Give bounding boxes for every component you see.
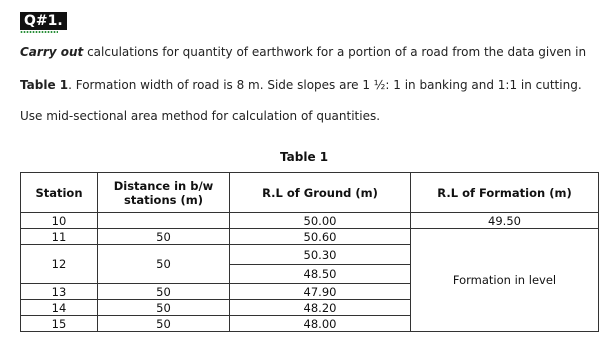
distance-cell <box>98 213 230 229</box>
rl-ground-cell: 48.20 <box>230 300 411 316</box>
rl-ground-cell: 50.60 <box>230 229 411 245</box>
data-table <box>20 172 599 332</box>
table-row <box>21 229 599 245</box>
rl-ground-cell: 47.90 <box>230 284 411 300</box>
rl-ground-cell: 48.00 <box>230 316 411 332</box>
distance-cell: 50 <box>98 229 230 245</box>
emphasis-text: Carry out <box>20 45 84 59</box>
station-cell: 12 <box>21 245 98 284</box>
paragraph-line-2 <box>20 78 590 92</box>
header-station: Station <box>21 173 98 213</box>
paragraph-line-1 <box>20 45 590 59</box>
station-cell: 14 <box>21 300 98 316</box>
station-cell: 10 <box>21 213 98 229</box>
table-row <box>21 213 599 229</box>
formation-note-cell: Formation in level <box>411 229 599 332</box>
station-cell: 13 <box>21 284 98 300</box>
distance-cell: 50 <box>98 245 230 284</box>
rl-ground-value-b: 48.50 <box>303 266 337 281</box>
rl-ground-value-a: 50.30 <box>230 246 410 265</box>
header-rl-formation: R.L of Formation (m) <box>411 173 599 213</box>
header-rl-ground: R.L of Ground (m) <box>230 173 411 213</box>
table-caption: Table 1 <box>280 150 329 164</box>
station-cell: 15 <box>21 316 98 332</box>
spellcheck-underline <box>20 31 58 33</box>
line1-text: calculations for quantity of earthwork for a portion of a road from the data given in <box>83 45 587 59</box>
rl-ground-split-cell <box>230 245 411 284</box>
distance-cell: 50 <box>98 316 230 332</box>
station-cell: 11 <box>21 229 98 245</box>
paragraph-line-3: Use mid-sectional area method for calculation of quantities. <box>20 109 381 123</box>
distance-cell: 50 <box>98 284 230 300</box>
question-number: Q#1. <box>20 12 67 30</box>
line2-text: . Formation width of road is 8 m. Side slopes are 1 ½: 1 in banking and 1:1 in cutting. <box>68 78 582 92</box>
distance-cell: 50 <box>98 300 230 316</box>
header-distance: Distance in b/w stations (m) <box>98 173 230 213</box>
rl-ground-cell: 50.00 <box>230 213 411 229</box>
table-reference: Table 1 <box>20 78 69 92</box>
rl-formation-cell: 49.50 <box>411 213 599 229</box>
table-header-row <box>21 173 599 213</box>
